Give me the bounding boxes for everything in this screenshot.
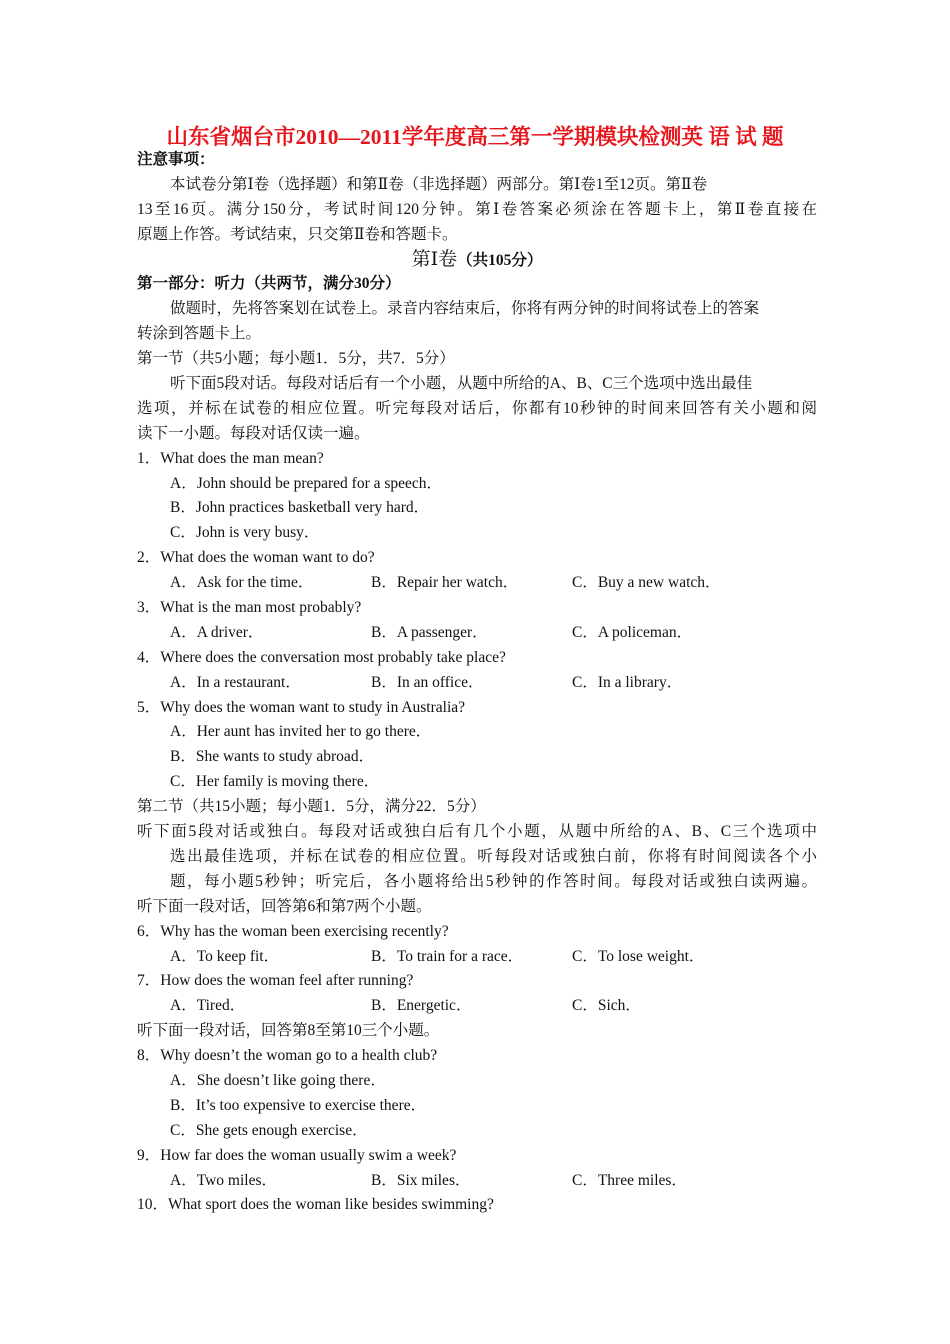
options-row — [137, 945, 817, 970]
notice-heading: 注意事项： — [137, 151, 215, 168]
option-a: A．John should be prepared for a speech． — [170, 474, 443, 492]
option-a: A．She doesn’t like going there． — [170, 1071, 386, 1089]
section2-intro-line: 听下面5段对话或独白。每段对话或独白后有几个小题，从题中所给的A、B、C三个选项中 — [137, 823, 817, 841]
option-a: A．To keep fit． — [170, 947, 280, 965]
notice-line: 本试卷分第Ⅰ卷（选择题）和第Ⅱ卷（非选择题）两部分。第Ⅰ卷1至12页。第Ⅱ卷 — [170, 175, 708, 193]
section2-intro-line: 题，每小题5秒钟；听完后，各小题将给出5秒钟的作答时间。每段对话或独白读两遍。 — [170, 872, 817, 890]
volume-subtitle: （共105分） — [457, 251, 543, 269]
option-b: B．It’s too expensive to exercise there． — [170, 1096, 427, 1114]
option-c: C．Three miles． — [572, 1171, 687, 1189]
part1-intro-line: 转涂到答题卡上。 — [137, 325, 262, 343]
dialog-instruction: 听下面一段对话，回答第6和第7两个小题。 — [137, 897, 432, 915]
options-row — [137, 671, 817, 696]
option-c: C．She gets enough exercise． — [170, 1121, 368, 1139]
question-10: 10．What sport does the woman like besides swimming? — [137, 1196, 494, 1214]
volume-title: 第Ⅰ卷 — [411, 248, 458, 270]
section1-heading: 第一节（共5小题；每小题1．5分，共7．5分） — [137, 350, 455, 368]
option-c: C．In a library． — [572, 673, 683, 691]
question-1: 1．What does the man mean? — [137, 449, 324, 467]
option-a: A．Tired． — [170, 997, 246, 1015]
notice-line: 原题上作答。考试结束，只交第Ⅱ卷和答题卡。 — [137, 225, 458, 243]
option-c: C．Sich． — [572, 997, 641, 1015]
options-row — [137, 1169, 817, 1194]
question-3: 3．What is the man most probably? — [137, 599, 362, 617]
option-b: B．John practices basketball very hard． — [170, 499, 430, 517]
options-row — [137, 994, 817, 1019]
part1-intro-line: 做题时，先将答案划在试卷上。录音内容结束后，你将有两分钟的时间将试卷上的答案 — [170, 300, 760, 318]
part1-heading: 第一部分：听力（共两节，满分30分） — [137, 275, 401, 293]
section1-intro-line: 选项，并标在试卷的相应位置。听完每段对话后，你都有10秒钟的时间来回答有关小题和阅 — [137, 399, 817, 417]
question-5: 5．Why does the woman want to study in Australia? — [137, 698, 466, 716]
option-b: B．Six miles． — [371, 1171, 471, 1189]
option-c: C．To lose weight． — [572, 947, 705, 965]
section2-heading: 第二节（共15小题；每小题1．5分，满分22．5分） — [137, 798, 486, 816]
options-row — [137, 621, 817, 646]
volume-heading — [137, 248, 817, 273]
question-2: 2．What does the woman want to do? — [137, 549, 375, 567]
notice-line: 13至16页。满分150分，考试时间120分钟。第Ⅰ卷答案必须涂在答题卡上，第Ⅱ卷直接在 — [137, 200, 817, 218]
exam-title: 山东省烟台市2010—2011学年度高三第一学期模块检测英 语 试 题 — [166, 125, 784, 149]
section1-intro-line: 读下一小题。每段对话仅读一遍。 — [137, 424, 370, 442]
option-c: C．John is very busy． — [170, 524, 320, 542]
option-c: C．A policeman． — [572, 623, 693, 641]
option-a: A．Two miles． — [170, 1171, 277, 1189]
section1-intro-line: 听下面5段对话。每段对话后有一个小题，从题中所给的A、B、C三个选项中选出最佳 — [170, 375, 753, 393]
options-row — [137, 571, 817, 596]
option-a: A．Ask for the time． — [170, 574, 314, 592]
section2-intro-line: 选出最佳选项，并标在试卷的相应位置。听每段对话或独白前，你将有时间阅读各个小 — [170, 847, 817, 865]
option-b: B．Repair her watch． — [371, 574, 519, 592]
option-b: B．To train for a race． — [371, 947, 524, 965]
option-a: A．In a restaurant． — [170, 673, 301, 691]
question-8: 8．Why doesn’t the woman go to a health club? — [137, 1047, 438, 1065]
question-4: 4．Where does the conversation most probably take place? — [137, 648, 506, 666]
option-c: C．Her family is moving there． — [170, 773, 380, 791]
option-b: B．She wants to study abroad． — [170, 748, 375, 766]
option-b: B．In an office． — [371, 673, 484, 691]
question-9: 9．How far does the woman usually swim a week? — [137, 1146, 457, 1164]
option-c: C．Buy a new watch． — [572, 574, 721, 592]
option-a: A．A driver． — [170, 623, 264, 641]
exam-body — [137, 148, 817, 1218]
option-b: B．Energetic． — [371, 997, 472, 1015]
question-7: 7．How does the woman feel after running? — [137, 972, 414, 990]
option-b: B．A passenger． — [371, 623, 488, 641]
dialog-instruction: 听下面一段对话，回答第8至第10三个小题。 — [137, 1022, 440, 1040]
question-6: 6．Why has the woman been exercising recently? — [137, 922, 449, 940]
option-a: A．Her aunt has invited her to go there． — [170, 723, 432, 741]
